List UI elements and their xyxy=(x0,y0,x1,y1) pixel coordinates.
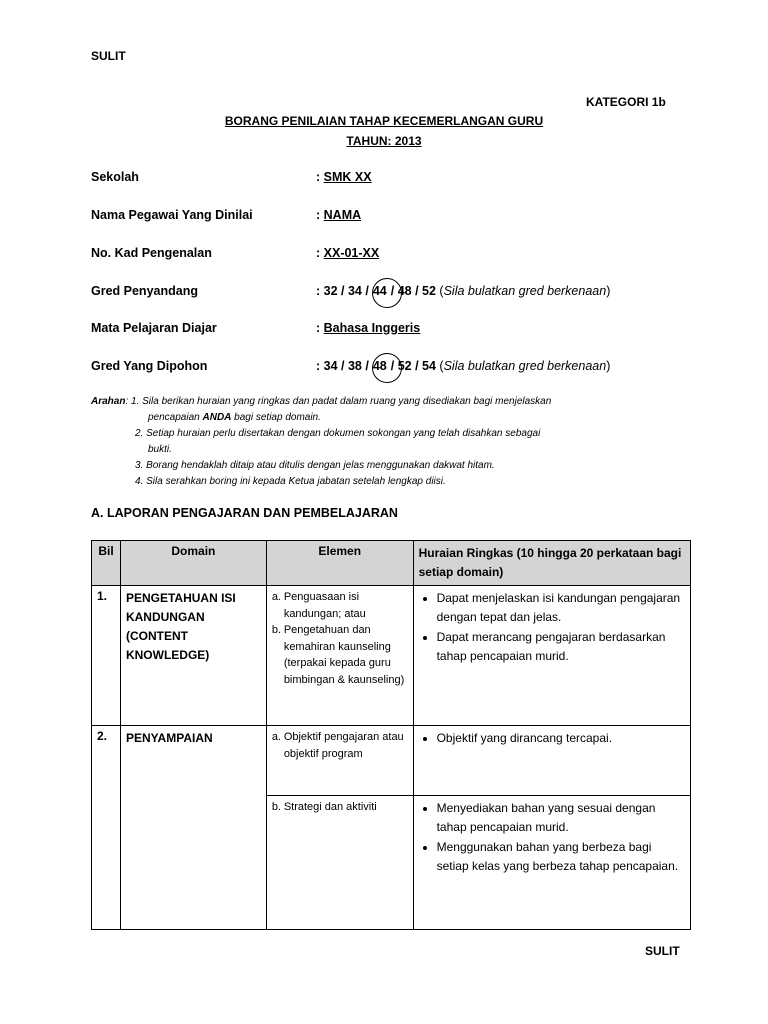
officer-name-label: Nama Pegawai Yang Dinilai xyxy=(91,208,253,222)
list-item: • Objektif yang dirancang tercapai. xyxy=(437,729,685,748)
classification-top: SULIT xyxy=(91,49,126,63)
form-year: TAHUN: 2013 xyxy=(346,134,422,148)
row-number: 1. xyxy=(92,586,121,726)
school-value: : SMK XX xyxy=(316,170,372,184)
header-summary: Huraian Ringkas (10 hingga 20 perkataan bagi setiap domain) xyxy=(413,541,690,586)
current-grade-label: Gred Penyandang xyxy=(91,284,198,298)
ic-no-label: No. Kad Pengenalan xyxy=(91,246,212,260)
list-item: • Menyediakan bahan yang sesuai dengan tahap pencapaian murid. xyxy=(437,799,685,837)
table-row xyxy=(92,586,691,726)
header-element: Elemen xyxy=(266,541,413,586)
row-number: 2. xyxy=(92,726,121,930)
subject-value: : Bahasa Inggeris xyxy=(316,321,421,335)
school-label: Sekolah xyxy=(91,170,139,184)
list-item: • Dapat menjelaskan isi kandungan pengajaran dengan tepat dan jelas. xyxy=(437,589,685,627)
applied-grade-label: Gred Yang Dipohon xyxy=(91,359,208,373)
applied-grade-options: : 34 / 38 / 48 / 52 / 54 (Sila bulatkan gred berkenaan) xyxy=(316,359,611,373)
officer-name-value: : NAMA xyxy=(316,208,362,222)
row-summary xyxy=(413,796,690,930)
row-domain: PENGETAHUAN ISI KANDUNGAN (CONTENT KNOWLEDGE) xyxy=(120,586,266,726)
ic-no-value: : XX-01-XX xyxy=(316,246,380,260)
applied-grade-selected: 48 xyxy=(372,359,387,373)
current-grade-selected: 44 xyxy=(372,284,387,298)
assessment-table xyxy=(91,540,691,930)
grade-circle-mark xyxy=(372,353,402,383)
subject-label: Mata Pelajaran Diajar xyxy=(91,321,217,335)
list-item: • Menggunakan bahan yang berbeza bagi setiap kelas yang berbeza tahap pencapaian. xyxy=(437,838,685,876)
row-summary xyxy=(413,586,690,726)
classification-bottom: SULIT xyxy=(645,944,680,958)
grade-circle-mark xyxy=(372,278,402,308)
row-domain: PENYAMPAIAN xyxy=(120,726,266,930)
row-elements: a. Objektif pengajaran atau objektif program xyxy=(266,726,413,796)
table-header-row xyxy=(92,541,691,586)
list-item: • Dapat merancang pengajaran berdasarkan tahap pencapaian murid. xyxy=(437,628,685,666)
row-elements: b. Strategi dan aktiviti xyxy=(266,796,413,930)
row-elements: a. Penguasaan isi kandungan; atau b. Pengetahuan dan kemahiran kaunseling (terpakai kepada guru bimbingan & kaunseling) xyxy=(266,586,413,726)
section-title: A. LAPORAN PENGAJARAN DAN PEMBELAJARAN xyxy=(91,506,398,520)
header-bil: Bil xyxy=(92,541,121,586)
table-row xyxy=(92,726,691,796)
category-label: KATEGORI 1b xyxy=(586,95,666,109)
header-domain: Domain xyxy=(120,541,266,586)
row-summary xyxy=(413,726,690,796)
current-grade-options: : 32 / 34 / 44 / 48 / 52 (Sila bulatkan gred berkenaan) xyxy=(316,284,611,298)
form-title: BORANG PENILAIAN TAHAP KECEMERLANGAN GURU xyxy=(224,114,544,128)
